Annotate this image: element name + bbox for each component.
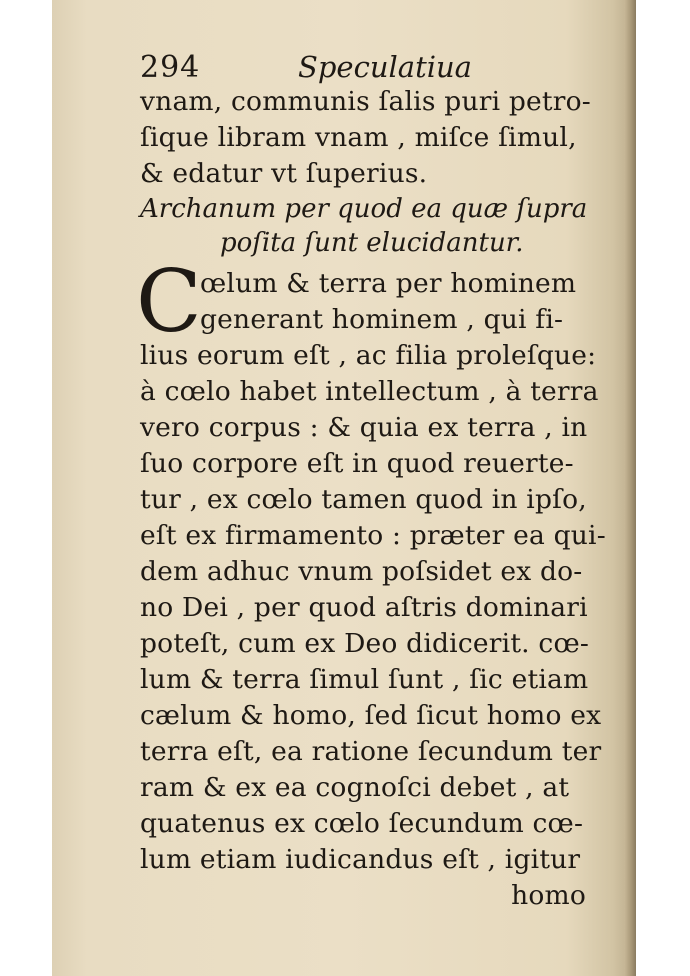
- heading-line: Archanum per quod ea quæ ſupra: [140, 194, 588, 224]
- text-line: eſt ex firmamento : præter ea qui-: [140, 520, 606, 551]
- text-line: lum & terra ſimul ſunt , ſic etiam: [140, 664, 589, 695]
- section-heading: [140, 192, 600, 260]
- text-line: vnam, communis ſalis puri petro-: [140, 86, 591, 117]
- book-page: [136, 44, 606, 914]
- text-line: & edatur vt ſuperius.: [140, 158, 428, 189]
- page-scan: [52, 0, 636, 976]
- text-line: cælum & homo, ſed ſicut homo ex: [140, 700, 602, 731]
- text-line: à cœlo habet intellectum , à terra: [140, 376, 599, 407]
- body-paragraph: [136, 252, 606, 914]
- text-line: terra eſt, ea ratione ſecundum ter: [140, 736, 602, 767]
- running-title: Speculatiua: [298, 50, 472, 84]
- intro-paragraph: [140, 84, 600, 192]
- catchword: homo: [511, 880, 586, 911]
- text-line: dem adhuc vnum poſsidet ex do-: [140, 556, 583, 587]
- text-line: ſuo corpore eſt in quod reuerte-: [140, 448, 574, 479]
- text-line: generant hominem , qui fi-: [200, 304, 564, 335]
- book-spine-edge: [624, 0, 636, 976]
- text-line: œlum & terra per hominem: [200, 268, 577, 299]
- text-line: poteſt, cum ex Deo didicerit. cœ-: [140, 628, 590, 659]
- page-header: [140, 44, 600, 84]
- drop-capital: C: [136, 252, 202, 352]
- page-number: 294: [140, 50, 201, 85]
- text-line: ſique libram vnam , miſce ſimul,: [140, 122, 577, 153]
- text-line: tur , ex cœlo tamen quod in ipſo,: [140, 484, 587, 515]
- text-line: ram & ex ea cognoſci debet , at: [140, 772, 570, 803]
- text-line: lius eorum eſt , ac filia proleſque:: [140, 340, 597, 371]
- text-line: no Dei , per quod aſtris dominari: [140, 592, 588, 623]
- text-line: vero corpus : & quia ex terra , in: [140, 412, 588, 443]
- text-line: lum etiam iudicandus eſt , igitur: [140, 844, 581, 875]
- heading-line: poſita ſunt elucidantur.: [220, 228, 524, 258]
- text-line: quatenus ex cœlo ſecundum cœ-: [140, 808, 584, 839]
